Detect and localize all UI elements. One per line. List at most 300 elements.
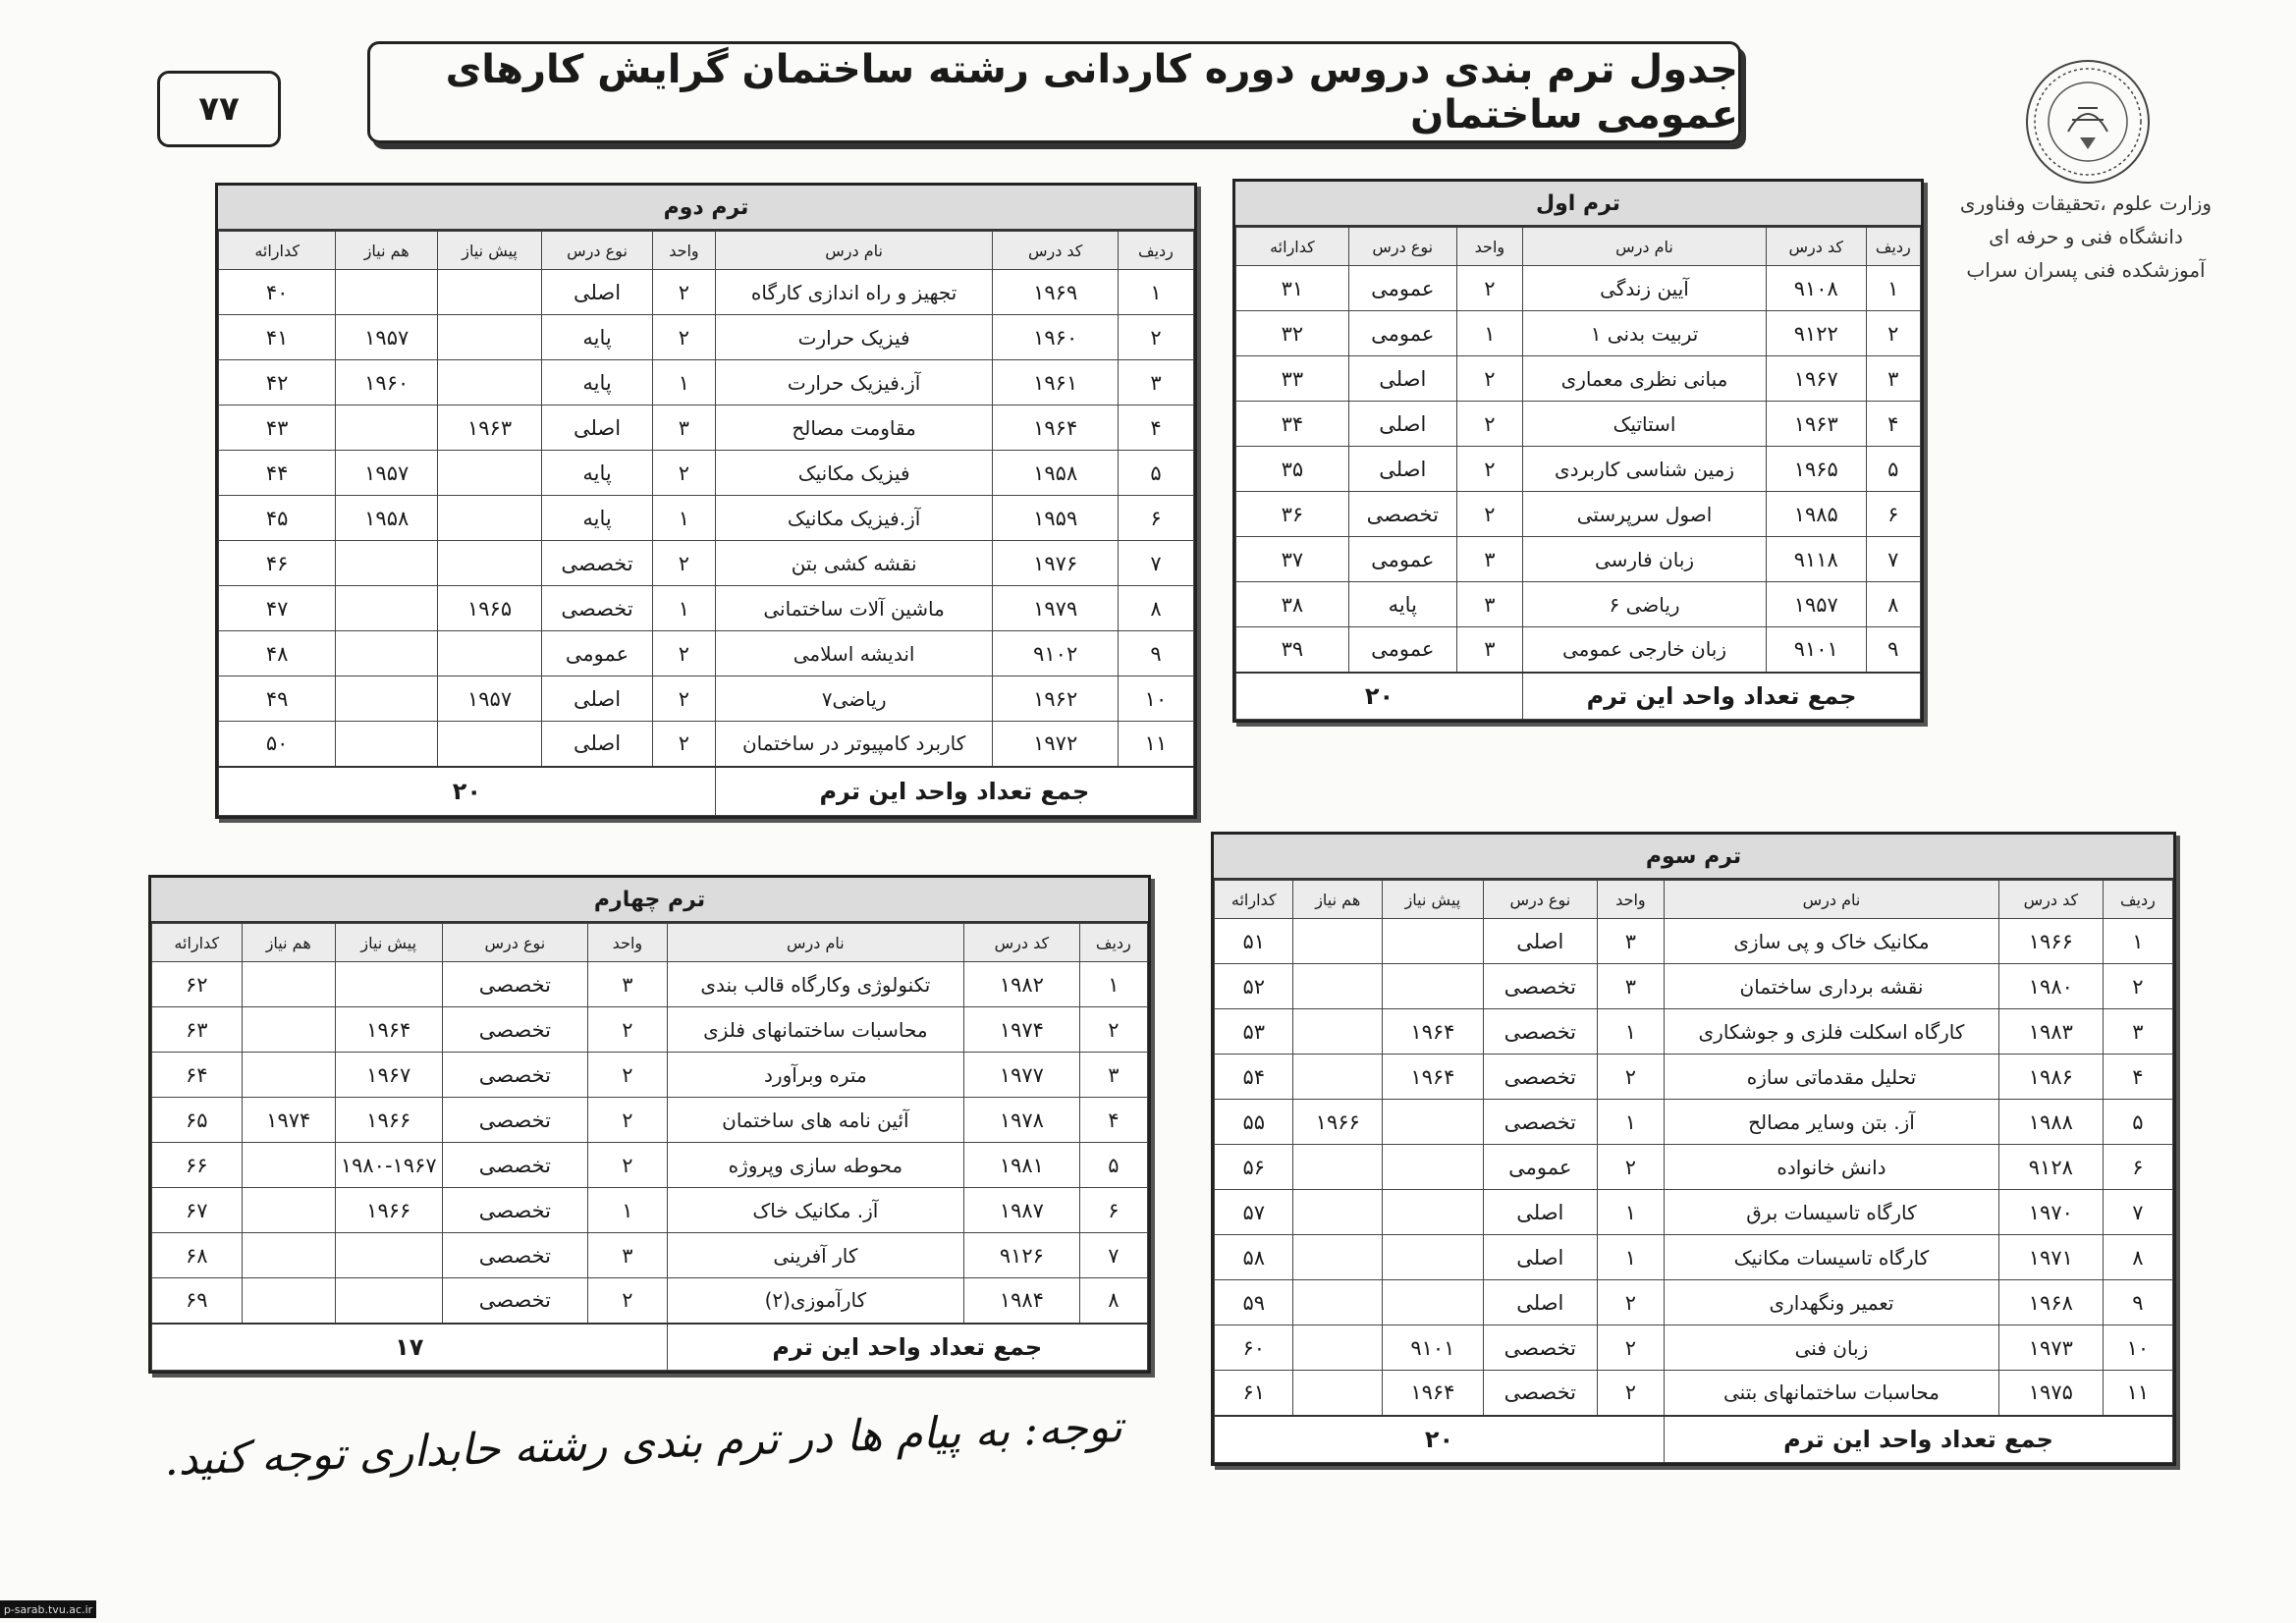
course-name-cell: مقاومت مصالح <box>715 406 993 451</box>
row-number-cell: ۴ <box>2103 1055 2172 1100</box>
units-cell: ۲ <box>1597 1325 1664 1371</box>
course-name-cell: آیین زندگی <box>1523 266 1767 311</box>
column-header: کدارائه <box>219 232 336 270</box>
row-number-cell: ۱ <box>1118 270 1193 315</box>
table-row <box>152 1188 1148 1233</box>
table-row <box>1215 1325 2173 1371</box>
offer-code-cell: ۵۶ <box>1215 1145 1293 1190</box>
row-number-cell: ۲ <box>1079 1007 1147 1053</box>
units-cell: ۲ <box>653 631 716 676</box>
corequisite-cell <box>336 631 438 676</box>
course-code-cell: ۹۱۲۶ <box>964 1233 1080 1278</box>
course-type-cell: تخصصی <box>442 962 588 1007</box>
course-name-cell: تکنولوژی وکارگاه قالب بندی <box>667 962 963 1007</box>
table-row <box>1215 1100 2173 1145</box>
course-code-cell: ۱۹۶۲ <box>993 676 1118 722</box>
term-title: ترم دوم <box>218 186 1194 231</box>
course-type-cell: عمومی <box>1348 627 1456 673</box>
row-number-cell: ۸ <box>1866 582 1920 627</box>
table-row <box>1236 356 1921 402</box>
row-number-cell: ۳ <box>1866 356 1920 402</box>
course-name-cell: محاسبات ساختمانهای فلزی <box>667 1007 963 1053</box>
course-name-cell: تحلیل مقدماتی سازه <box>1665 1055 1999 1100</box>
row-number-cell: ۷ <box>1866 537 1920 582</box>
column-header: کدارائه <box>1236 228 1349 266</box>
units-cell: ۲ <box>653 270 716 315</box>
column-header: نوع درس <box>1483 881 1597 919</box>
column-header: نام درس <box>715 232 993 270</box>
row-number-cell: ۲ <box>1866 311 1920 356</box>
corequisite-cell: ۱۹۶۰ <box>336 360 438 406</box>
course-code-cell: ۱۹۶۸ <box>1998 1280 2103 1325</box>
course-code-cell: ۱۹۸۷ <box>964 1188 1080 1233</box>
row-number-cell: ۸ <box>1079 1278 1147 1324</box>
table-row <box>1215 1055 2173 1100</box>
course-type-cell: تخصصی <box>1483 1055 1597 1100</box>
row-number-cell: ۱ <box>2103 919 2172 964</box>
course-type-cell: اصلی <box>1483 1235 1597 1280</box>
column-header: نام درس <box>1665 881 1999 919</box>
units-cell: ۲ <box>1456 266 1522 311</box>
course-name-cell: نقشه برداری ساختمان <box>1665 964 1999 1009</box>
course-type-cell: پایه <box>542 496 653 541</box>
units-cell: ۱ <box>653 360 716 406</box>
course-type-cell: عمومی <box>1483 1145 1597 1190</box>
offer-code-cell: ۴۵ <box>219 496 336 541</box>
offer-code-cell: ۶۶ <box>152 1143 243 1188</box>
course-name-cell: ریاضی ۶ <box>1523 582 1767 627</box>
total-row <box>219 767 1194 816</box>
corequisite-cell <box>336 406 438 451</box>
row-number-cell: ۶ <box>2103 1145 2172 1190</box>
corequisite-cell <box>336 586 438 631</box>
corequisite-cell: ۱۹۵۸ <box>336 496 438 541</box>
course-type-cell: تخصصی <box>442 1053 588 1098</box>
units-cell: ۲ <box>653 676 716 722</box>
prerequisite-cell <box>1383 1190 1484 1235</box>
course-name-cell: اندیشه اسلامی <box>715 631 993 676</box>
course-code-cell: ۱۹۶۴ <box>993 406 1118 451</box>
course-code-cell: ۹۱۱۸ <box>1766 537 1866 582</box>
prerequisite-cell <box>438 360 542 406</box>
prerequisite-cell <box>335 1278 442 1324</box>
page-title <box>367 41 1741 143</box>
course-name-cell: تجهیز و راه اندازی کارگاه <box>715 270 993 315</box>
prerequisite-cell: ۱۹۶۴ <box>1383 1055 1484 1100</box>
units-cell: ۳ <box>1456 582 1522 627</box>
prerequisite-cell: ۱۹۶۶ <box>335 1188 442 1233</box>
units-cell: ۱ <box>1456 311 1522 356</box>
course-code-cell: ۱۹۷۰ <box>1998 1190 2103 1235</box>
offer-code-cell: ۶۰ <box>1215 1325 1293 1371</box>
column-header: نوع درس <box>542 232 653 270</box>
table-row <box>152 1053 1148 1098</box>
offer-code-cell: ۳۲ <box>1236 311 1349 356</box>
course-code-cell: ۱۹۷۵ <box>1998 1371 2103 1416</box>
units-cell: ۲ <box>588 1007 667 1053</box>
table-row <box>219 451 1194 496</box>
corequisite-cell <box>1293 1371 1383 1416</box>
corequisite-cell <box>1293 1055 1383 1100</box>
units-cell: ۱ <box>1597 1235 1664 1280</box>
column-header: نوع درس <box>442 924 588 962</box>
table-body <box>1236 266 1921 720</box>
table-row <box>1215 1145 2173 1190</box>
course-name-cell: ماشین آلات ساختمانی <box>715 586 993 631</box>
offer-code-cell: ۶۹ <box>152 1278 243 1324</box>
table-row <box>1215 1235 2173 1280</box>
course-type-cell: تخصصی <box>1483 1325 1597 1371</box>
offer-code-cell: ۶۵ <box>152 1098 243 1143</box>
prerequisite-cell: ۱۹۶۴ <box>335 1007 442 1053</box>
total-units: ۲۰ <box>1236 673 1523 720</box>
course-name-cell: کارگاه تاسیسات برق <box>1665 1190 1999 1235</box>
units-cell: ۲ <box>653 722 716 767</box>
row-number-cell: ۲ <box>2103 964 2172 1009</box>
note-text: توجه: به پیام ها در ترم بندی رشته حابداری توجه کنید. <box>163 1401 1123 1486</box>
prerequisite-cell <box>1383 1280 1484 1325</box>
offer-code-cell: ۳۴ <box>1236 402 1349 447</box>
prerequisite-cell: ۱۹۶۵ <box>438 586 542 631</box>
units-cell: ۳ <box>653 406 716 451</box>
corequisite-cell: ۱۹۵۷ <box>336 315 438 360</box>
term-title: ترم چهارم <box>151 878 1148 923</box>
offer-code-cell: ۶۸ <box>152 1233 243 1278</box>
page-number: ۷۷ <box>157 71 281 147</box>
course-type-cell: تخصصی <box>442 1007 588 1053</box>
course-code-cell: ۹۱۰۸ <box>1766 266 1866 311</box>
course-name-cell: فیزیک مکانیک <box>715 451 993 496</box>
table-row <box>152 1278 1148 1324</box>
course-type-cell: تخصصی <box>1483 1371 1597 1416</box>
course-type-cell: اصلی <box>1348 356 1456 402</box>
offer-code-cell: ۶۷ <box>152 1188 243 1233</box>
corequisite-cell <box>1293 964 1383 1009</box>
row-number-cell: ۱ <box>1866 266 1920 311</box>
table-row <box>152 1143 1148 1188</box>
row-number-cell: ۹ <box>1118 631 1193 676</box>
units-cell: ۲ <box>1597 1371 1664 1416</box>
course-code-cell: ۱۹۸۱ <box>964 1143 1080 1188</box>
course-code-cell: ۱۹۸۳ <box>1998 1009 2103 1055</box>
units-cell: ۳ <box>1456 537 1522 582</box>
offer-code-cell: ۵۸ <box>1215 1235 1293 1280</box>
offer-code-cell: ۵۱ <box>1215 919 1293 964</box>
column-header: پیش نیاز <box>1383 881 1484 919</box>
prerequisite-cell <box>1383 1145 1484 1190</box>
course-type-cell: پایه <box>542 315 653 360</box>
prerequisite-cell: ۱۹۶۷ <box>335 1053 442 1098</box>
units-cell: ۲ <box>653 315 716 360</box>
row-number-cell: ۱۰ <box>1118 676 1193 722</box>
course-type-cell: پایه <box>1348 582 1456 627</box>
offer-code-cell: ۵۰ <box>219 722 336 767</box>
course-name-cell: متره وبرآورد <box>667 1053 963 1098</box>
offer-code-cell: ۵۷ <box>1215 1190 1293 1235</box>
course-code-cell: ۱۹۶۹ <box>993 270 1118 315</box>
table-row <box>219 270 1194 315</box>
row-number-cell: ۷ <box>2103 1190 2172 1235</box>
total-label: جمع تعداد واحد این ترم <box>667 1324 1147 1371</box>
column-header: هم نیاز <box>1293 881 1383 919</box>
column-header: ردیف <box>1079 924 1147 962</box>
column-header: پیش نیاز <box>335 924 442 962</box>
corequisite-cell <box>1293 1009 1383 1055</box>
column-header: ردیف <box>2103 881 2172 919</box>
column-header: کد درس <box>1998 881 2103 919</box>
offer-code-cell: ۵۵ <box>1215 1100 1293 1145</box>
course-code-cell: ۱۹۶۶ <box>1998 919 2103 964</box>
table-header <box>1236 228 1921 266</box>
table-row <box>1215 919 2173 964</box>
row-number-cell: ۴ <box>1866 402 1920 447</box>
course-type-cell: تخصصی <box>442 1143 588 1188</box>
course-type-cell: عمومی <box>1348 537 1456 582</box>
table-row <box>219 406 1194 451</box>
table-row <box>1215 964 2173 1009</box>
table-row <box>1236 627 1921 673</box>
course-type-cell: اصلی <box>542 406 653 451</box>
units-cell: ۱ <box>1597 1100 1664 1145</box>
course-code-cell: ۱۹۷۹ <box>993 586 1118 631</box>
course-code-cell: ۹۱۰۱ <box>1766 627 1866 673</box>
row-number-cell: ۱۱ <box>2103 1371 2172 1416</box>
prerequisite-cell: ۱۹۶۴ <box>1383 1009 1484 1055</box>
course-type-cell: تخصصی <box>442 1233 588 1278</box>
row-number-cell: ۶ <box>1079 1188 1147 1233</box>
corequisite-cell <box>1293 1280 1383 1325</box>
offer-code-cell: ۵۴ <box>1215 1055 1293 1100</box>
table-row <box>219 631 1194 676</box>
offer-code-cell: ۳۸ <box>1236 582 1349 627</box>
course-name-cell: دانش خانواده <box>1665 1145 1999 1190</box>
course-type-cell: اصلی <box>1483 1190 1597 1235</box>
table-row <box>1215 1371 2173 1416</box>
table-row <box>1236 492 1921 537</box>
units-cell: ۲ <box>653 541 716 586</box>
total-units: ۲۰ <box>1215 1416 1665 1463</box>
units-cell: ۳ <box>1597 919 1664 964</box>
offer-code-cell: ۳۹ <box>1236 627 1349 673</box>
course-type-cell: تخصصی <box>442 1188 588 1233</box>
corequisite-cell <box>242 962 335 1007</box>
row-number-cell: ۷ <box>1118 541 1193 586</box>
corequisite-cell <box>242 1143 335 1188</box>
course-type-cell: تخصصی <box>442 1098 588 1143</box>
table-row <box>1215 1280 2173 1325</box>
term-title: ترم سوم <box>1214 835 2173 880</box>
organization-block <box>1954 187 2217 287</box>
course-name-cell: آئین نامه های ساختمان <box>667 1098 963 1143</box>
prerequisite-cell: ۱۹۸۰-۱۹۶۷ <box>335 1143 442 1188</box>
course-name-cell: کارآموزی(۲) <box>667 1278 963 1324</box>
prerequisite-cell <box>438 451 542 496</box>
corequisite-cell <box>1293 1190 1383 1235</box>
course-code-cell: ۹۱۲۲ <box>1766 311 1866 356</box>
row-number-cell: ۱ <box>1079 962 1147 1007</box>
units-cell: ۲ <box>588 1278 667 1324</box>
course-type-cell: عمومی <box>1348 266 1456 311</box>
course-code-cell: ۱۹۸۲ <box>964 962 1080 1007</box>
total-label: جمع تعداد واحد این ترم <box>1665 1416 2173 1463</box>
offer-code-cell: ۵۲ <box>1215 964 1293 1009</box>
table-row <box>219 541 1194 586</box>
corequisite-cell <box>336 722 438 767</box>
corequisite-cell: ۱۹۷۴ <box>242 1098 335 1143</box>
course-name-cell: فیزیک حرارت <box>715 315 993 360</box>
row-number-cell: ۳ <box>1118 360 1193 406</box>
table-row <box>1236 582 1921 627</box>
course-name-cell: زبان خارجی عمومی <box>1523 627 1767 673</box>
table-row <box>219 676 1194 722</box>
university-seal-icon <box>2023 57 2153 187</box>
page-title-text: جدول ترم بندی دروس دوره کاردانی رشته ساختمان گرایش کارهای عمومی ساختمان <box>445 47 1738 137</box>
course-name-cell: آز.فیزیک حرارت <box>715 360 993 406</box>
column-header: واحد <box>653 232 716 270</box>
table-row <box>152 1007 1148 1053</box>
table-body <box>219 270 1194 816</box>
course-type-cell: اصلی <box>542 722 653 767</box>
units-cell: ۱ <box>653 496 716 541</box>
org-university: دانشگاه فنی و حرفه ای <box>1989 225 2183 248</box>
table-row <box>152 1098 1148 1143</box>
course-code-cell: ۱۹۶۳ <box>1766 402 1866 447</box>
table-row <box>1236 266 1921 311</box>
prerequisite-cell: ۱۹۶۴ <box>1383 1371 1484 1416</box>
row-number-cell: ۵ <box>2103 1100 2172 1145</box>
table-row <box>152 1233 1148 1278</box>
column-header: هم نیاز <box>242 924 335 962</box>
column-header: کد درس <box>964 924 1080 962</box>
offer-code-cell: ۴۲ <box>219 360 336 406</box>
column-header: کدارائه <box>1215 881 1293 919</box>
course-name-cell: زمین شناسی کاربردی <box>1523 447 1767 492</box>
units-cell: ۲ <box>1597 1280 1664 1325</box>
total-row <box>1215 1416 2173 1463</box>
prerequisite-cell <box>335 962 442 1007</box>
course-code-cell: ۱۹۵۹ <box>993 496 1118 541</box>
row-number-cell: ۸ <box>2103 1235 2172 1280</box>
course-name-cell: محوطه سازی وپروژه <box>667 1143 963 1188</box>
course-type-cell: تخصصی <box>1348 492 1456 537</box>
offer-code-cell: ۴۸ <box>219 631 336 676</box>
course-code-cell: ۹۱۲۸ <box>1998 1145 2103 1190</box>
offer-code-cell: ۶۱ <box>1215 1371 1293 1416</box>
course-name-cell: تعمیر ونگهداری <box>1665 1280 1999 1325</box>
footer-url: p-sarab.tvu.ac.ir <box>0 1600 96 1618</box>
course-code-cell: ۱۹۷۷ <box>964 1053 1080 1098</box>
course-code-cell: ۱۹۷۲ <box>993 722 1118 767</box>
total-label: جمع تعداد واحد این ترم <box>715 767 1193 816</box>
units-cell: ۳ <box>588 962 667 1007</box>
corequisite-cell <box>242 1053 335 1098</box>
offer-code-cell: ۴۹ <box>219 676 336 722</box>
column-header: کد درس <box>993 232 1118 270</box>
course-code-cell: ۱۹۸۵ <box>1766 492 1866 537</box>
course-name-cell: مکانیک خاک و پی سازی <box>1665 919 1999 964</box>
total-units: ۱۷ <box>152 1324 668 1371</box>
table-body <box>152 962 1148 1371</box>
column-header: پیش نیاز <box>438 232 542 270</box>
course-code-cell: ۱۹۶۷ <box>1766 356 1866 402</box>
course-name-cell: محاسبات ساختمانهای بتنی <box>1665 1371 1999 1416</box>
offer-code-cell: ۳۳ <box>1236 356 1349 402</box>
units-cell: ۳ <box>1456 627 1522 673</box>
course-code-cell: ۱۹۸۰ <box>1998 964 2103 1009</box>
term-4-table <box>148 875 1151 1374</box>
corequisite-cell <box>336 541 438 586</box>
units-cell: ۳ <box>588 1233 667 1278</box>
offer-code-cell: ۴۳ <box>219 406 336 451</box>
corequisite-cell <box>336 676 438 722</box>
total-units: ۲۰ <box>219 767 716 816</box>
course-name-cell: نقشه کشی بتن <box>715 541 993 586</box>
prerequisite-cell: ۱۹۶۳ <box>438 406 542 451</box>
course-name-cell: اصول سرپرستی <box>1523 492 1767 537</box>
course-code-cell: ۹۱۰۲ <box>993 631 1118 676</box>
units-cell: ۲ <box>588 1098 667 1143</box>
course-name-cell: آز. بتن وسایر مصالح <box>1665 1100 1999 1145</box>
course-code-cell: ۱۹۶۵ <box>1766 447 1866 492</box>
offer-code-cell: ۴۱ <box>219 315 336 360</box>
offer-code-cell: ۶۴ <box>152 1053 243 1098</box>
row-number-cell: ۶ <box>1118 496 1193 541</box>
table-row <box>1236 537 1921 582</box>
offer-code-cell: ۶۲ <box>152 962 243 1007</box>
units-cell: ۱ <box>1597 1190 1664 1235</box>
corequisite-cell <box>1293 919 1383 964</box>
prerequisite-cell <box>438 722 542 767</box>
units-cell: ۲ <box>1597 1055 1664 1100</box>
course-type-cell: اصلی <box>1483 1280 1597 1325</box>
units-cell: ۲ <box>653 451 716 496</box>
term-2-table <box>215 183 1197 819</box>
course-type-cell: اصلی <box>1348 447 1456 492</box>
units-cell: ۳ <box>1597 964 1664 1009</box>
course-type-cell: تخصصی <box>542 541 653 586</box>
table-row <box>1236 311 1921 356</box>
units-cell: ۲ <box>1456 447 1522 492</box>
row-number-cell: ۳ <box>2103 1009 2172 1055</box>
offer-code-cell: ۴۷ <box>219 586 336 631</box>
course-name-cell: کار آفرینی <box>667 1233 963 1278</box>
units-cell: ۱ <box>653 586 716 631</box>
row-number-cell: ۵ <box>1118 451 1193 496</box>
total-row <box>1236 673 1921 720</box>
row-number-cell: ۲ <box>1118 315 1193 360</box>
prerequisite-cell <box>438 496 542 541</box>
row-number-cell: ۹ <box>1866 627 1920 673</box>
prerequisite-cell <box>438 541 542 586</box>
course-type-cell: عمومی <box>1348 311 1456 356</box>
table-header <box>219 232 1194 270</box>
course-code-cell: ۱۹۸۶ <box>1998 1055 2103 1100</box>
row-number-cell: ۳ <box>1079 1053 1147 1098</box>
table-row <box>1215 1190 2173 1235</box>
units-cell: ۲ <box>588 1143 667 1188</box>
course-code-cell: ۱۹۵۷ <box>1766 582 1866 627</box>
course-code-cell: ۱۹۷۶ <box>993 541 1118 586</box>
course-type-cell: اصلی <box>1483 919 1597 964</box>
row-number-cell: ۸ <box>1118 586 1193 631</box>
table-row <box>1236 447 1921 492</box>
offer-code-cell: ۳۱ <box>1236 266 1349 311</box>
course-name-cell: آز. مکانیک خاک <box>667 1188 963 1233</box>
prerequisite-cell <box>438 631 542 676</box>
column-header: کدارائه <box>152 924 243 962</box>
row-number-cell: ۵ <box>1079 1143 1147 1188</box>
table-row <box>219 496 1194 541</box>
